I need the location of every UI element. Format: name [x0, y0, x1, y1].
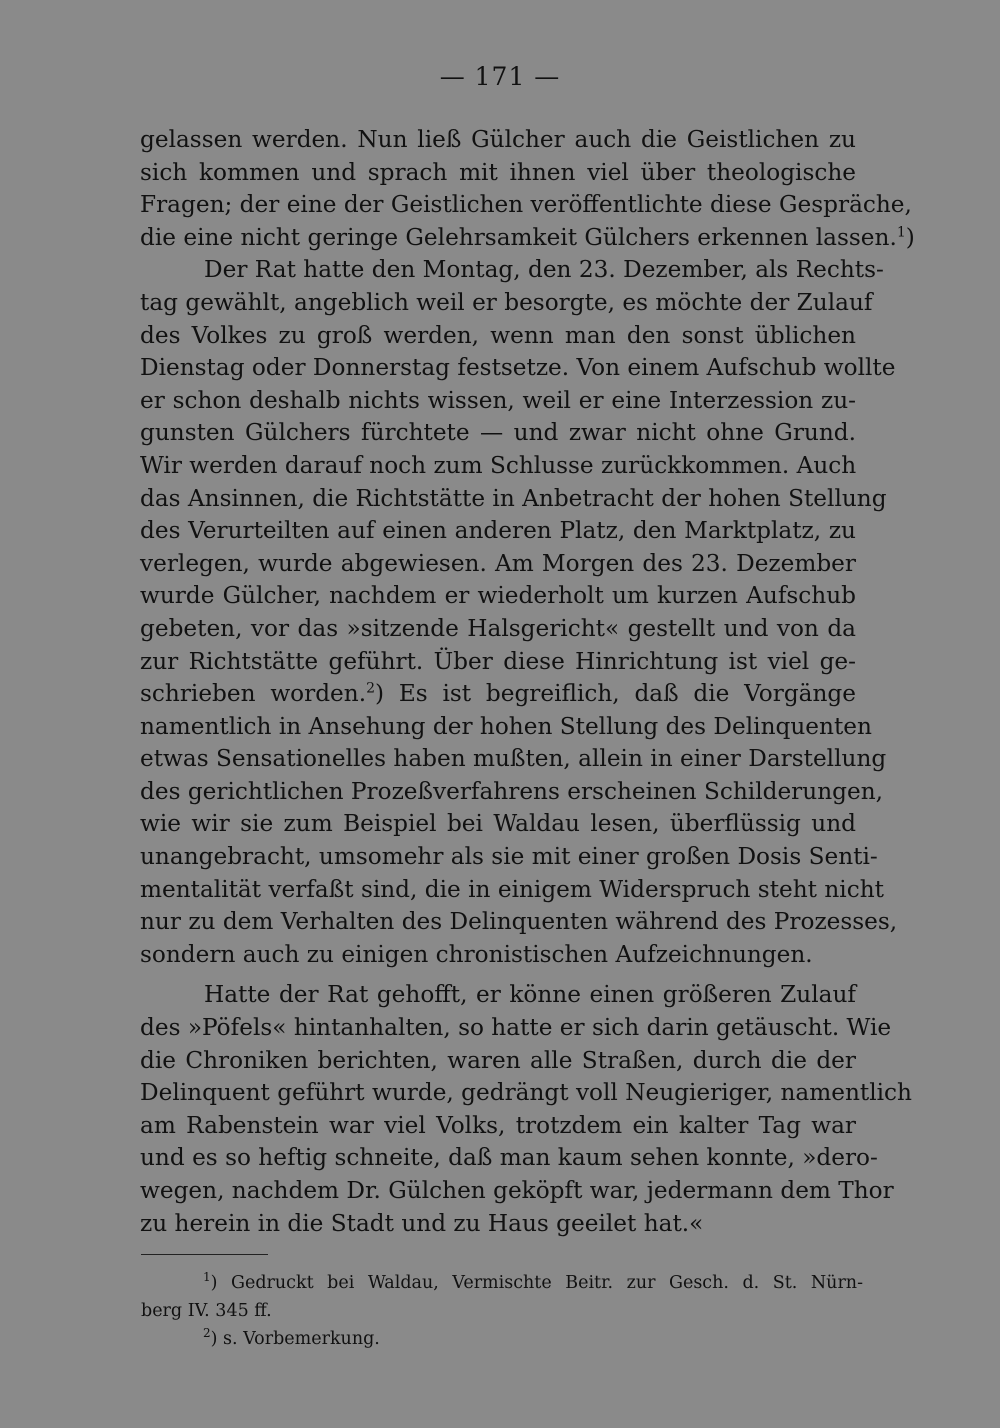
text-line: sich kommen und sprach mit ihnen viel über theologische — [140, 158, 856, 186]
text-line: unangebracht, umsomehr als sie mit einer großen Dosis Senti- — [140, 843, 878, 871]
text-line: des Verurteilten auf einen anderen Platz, den Marktplatz, zu — [140, 517, 856, 545]
footnote-text: ) Gedruckt bei Waldau, Vermischte Beitr. zur Gesch. d. St. Nürn- — [210, 1273, 863, 1293]
text-line: Der Rat hatte den Montag, den 23. Dezember, als Rechts- — [204, 256, 884, 284]
paragraph-gap — [140, 971, 856, 979]
text-line: verlegen, wurde abgewiesen. Am Morgen des 23. Dezember — [140, 549, 856, 577]
text-line: Hatte der Rat gehofft, er könne einen größeren Zulauf — [204, 981, 856, 1009]
footnote-marker: 1 — [203, 1270, 211, 1285]
footnote-ref: 1 — [896, 224, 906, 241]
text-line: etwas Sensationelles haben mußten, allein in einer Darstellung — [140, 745, 887, 773]
text-line: des gerichtlichen Prozeßverfahrens erscheinen Schilderungen, — [140, 777, 883, 805]
text-line: Wir werden darauf noch zum Schlusse zurückkommen. Auch — [140, 451, 857, 479]
footnote-ref: 2 — [366, 680, 376, 697]
footnote-2 — [141, 1325, 863, 1353]
text-line: sondern auch zu einigen chronistischen Aufzeichnungen. — [140, 940, 813, 968]
text-line: zur Richtstätte geführt. Über diese Hinrichtung ist viel ge- — [140, 647, 856, 675]
text-line: gebeten, vor das »sitzende Halsgericht« gestellt und von da — [140, 614, 856, 642]
text-line: gunsten Gülchers fürchtete — und zwar nicht ohne Grund. — [140, 419, 856, 447]
body-text — [140, 124, 915, 1240]
text-line: die eine nicht geringe Gelehrsamkeit Gülchers erkennen lassen.$^1$) — [140, 223, 915, 251]
text-line: am Rabenstein war viel Volks, trotzdem ein kalter Tag war — [140, 1111, 856, 1139]
footnote-1-continued: berg IV. 345 ff. — [141, 1301, 272, 1321]
text-line: Dienstag oder Donnerstag festsetze. Von einem Aufschub wollte — [140, 354, 896, 382]
text-line: nur zu dem Verhalten des Delinquenten während des Prozesses, — [140, 908, 898, 936]
text-line: tag gewählt, angeblich weil er besorgte, es möchte der Zulauf — [140, 288, 873, 316]
text-line: das Ansinnen, die Richtstätte in Anbetracht der hohen Stellung — [140, 484, 887, 512]
text-line: und es so heftig schneite, daß man kaum sehen konnte, »dero- — [140, 1144, 878, 1172]
footnote-divider — [141, 1254, 268, 1255]
text-line: des »Pöfels« hintanhalten, so hatte er sich darin getäuscht. Wie — [140, 1014, 892, 1042]
text-line: namentlich in Ansehung der hohen Stellung des Delinquenten — [140, 712, 872, 740]
text-line: er schon deshalb nichts wissen, weil er eine Interzession zu- — [140, 386, 856, 414]
text-line: mentalität verfaßt sind, die in einigem Widerspruch steht nicht — [140, 875, 884, 903]
text-line: des Volkes zu groß werden, wenn man den sonst üblichen — [140, 321, 856, 349]
text-line: die Chroniken berichten, waren alle Straßen, durch die der — [140, 1046, 856, 1074]
footnotes — [141, 1269, 863, 1353]
footnote-text: ) s. Vorbemerkung. — [210, 1329, 380, 1349]
text-span: die eine nicht geringe Gelehrsamkeit Gülchers erkennen lassen. — [140, 223, 897, 251]
text-line: wie wir sie zum Beispiel bei Waldau lesen, überflüssig und — [140, 810, 856, 838]
text-line: schrieben worden.$^2$) Es ist begreiflich, daß die Vorgänge — [140, 680, 856, 708]
footnote-marker: 2 — [203, 1326, 211, 1341]
text-line: zu herein in die Stadt und zu Haus geeilet hat.« — [140, 1209, 704, 1237]
text-line: wurde Gülcher, nachdem er wiederholt um kurzen Aufschub — [140, 582, 856, 610]
text-line: gelassen werden. Nun ließ Gülcher auch die Geistlichen zu — [140, 126, 856, 153]
text-line: wegen, nachdem Dr. Gülchen geköpft war, jedermann dem Thor — [140, 1177, 894, 1204]
text-line: Fragen; der eine der Geistlichen veröffentlichte diese Gespräche, — [140, 191, 912, 219]
page-number: — 171 — — [439, 62, 561, 91]
text-line: Delinquent geführt wurde, gedrängt voll Neugieriger, namentlich — [140, 1079, 912, 1107]
text-span: schrieben worden. — [140, 680, 367, 708]
footnote-1 — [141, 1269, 863, 1297]
text-span: Es ist begreiflich, daß die Vorgänge — [384, 680, 856, 708]
